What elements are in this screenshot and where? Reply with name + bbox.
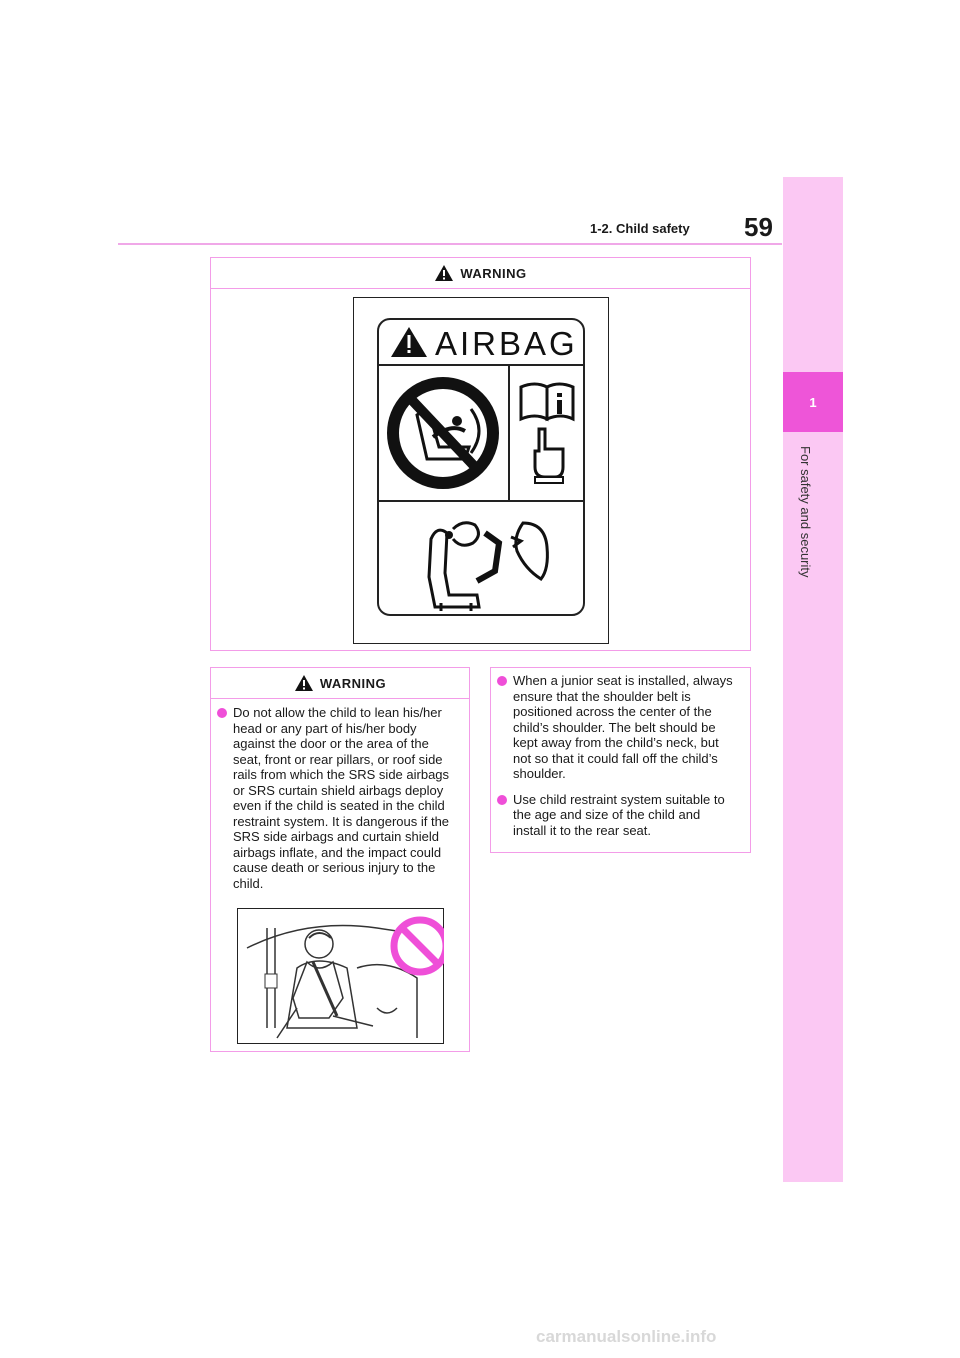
- warning-box-airbag-label: [210, 257, 751, 651]
- header-divider: [118, 243, 782, 245]
- page-number: 59: [744, 212, 773, 242]
- warning-header: [211, 668, 469, 699]
- footer-watermark: carmanualsonline.info: [536, 1327, 717, 1346]
- warning-bullet: When a junior seat is installed, always ensure that the shoulder belt is positioned across the center of the child’s shoulder. The belt should be kept away from the child’s neck, but not so that it could fall off the child’s shoulder.: [495, 673, 736, 782]
- chapter-side-tab: [783, 177, 843, 1182]
- warning-triangle-icon: [294, 674, 314, 692]
- section-title: 1-2. Child safety: [590, 221, 690, 236]
- warning-box-junior-seat: [490, 667, 751, 853]
- warning-header: [211, 258, 750, 289]
- chapter-title: For safety and security: [798, 446, 813, 578]
- warning-content: [491, 668, 750, 838]
- chapter-number-tab[interactable]: 1: [783, 372, 843, 432]
- warning-triangle-icon: [434, 264, 454, 282]
- warning-content: [211, 699, 469, 891]
- child-seat-prohibited-illustration: [237, 908, 444, 1044]
- warning-title: WARNING: [319, 675, 387, 691]
- warning-title: WARNING: [460, 265, 527, 281]
- warning-bullet: Use child restraint system suitable to the age and size of the child and install it to the rear seat.: [495, 792, 736, 839]
- warning-box-child-leaning: [210, 667, 470, 1052]
- airbag-label-word: AIRBAG: [435, 325, 578, 362]
- airbag-warning-label-illustration: [353, 297, 609, 644]
- warning-bullet: Do not allow the child to lean his/her head or any part of his/her body against the door or the area of the seat, front or rear pillars, or roof side rails from which the SRS side airbags or SRS curtain shield airbags deploy even if the child is seated in the child restraint system. It is dangerous if the SRS side airbags and curtain shield airbags inflate, and the impact could cause death or serious injury to the child.: [215, 705, 455, 891]
